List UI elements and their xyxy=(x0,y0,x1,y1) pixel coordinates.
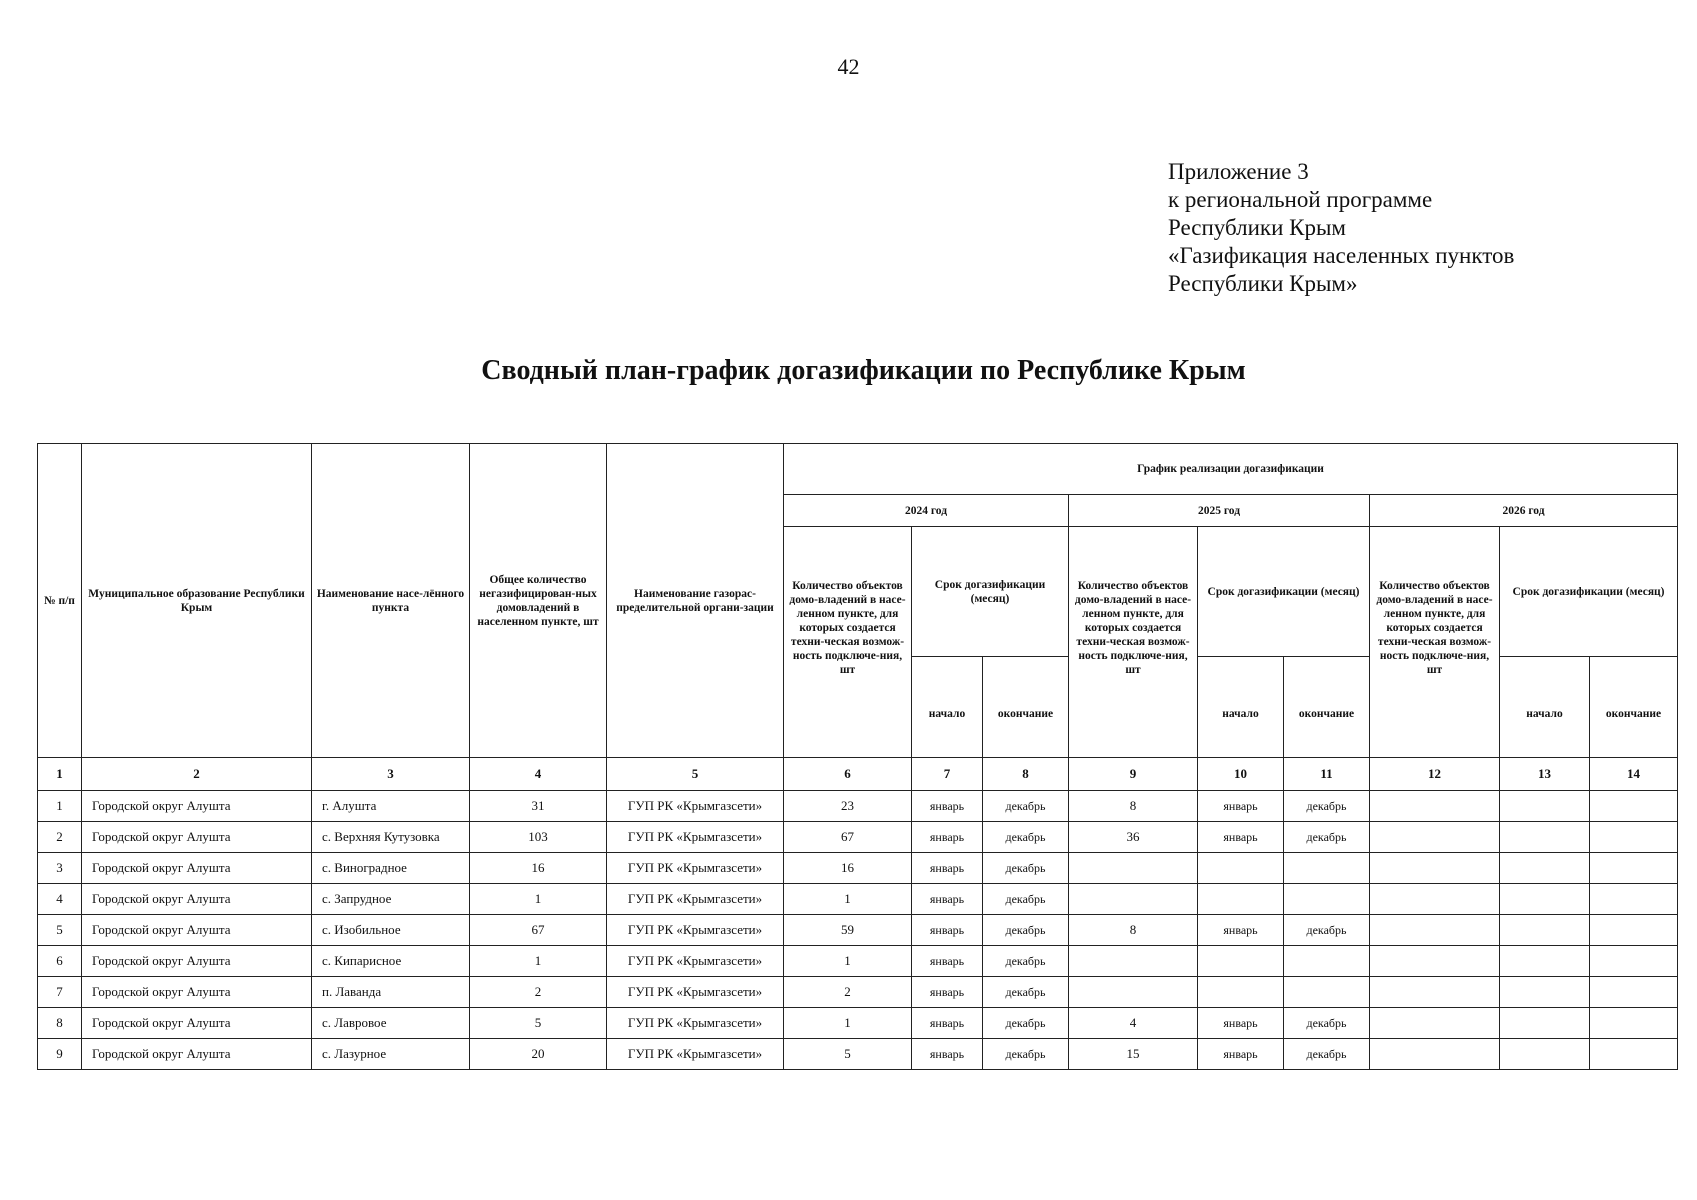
objects-2026-cell xyxy=(1370,977,1500,1008)
start-2024-cell: январь xyxy=(912,791,983,822)
table-row xyxy=(38,946,1678,977)
settlement-cell: с. Изобильное xyxy=(312,915,470,946)
end-2025-cell: декабрь xyxy=(1284,1039,1370,1070)
end-2026-cell xyxy=(1590,884,1678,915)
start-2024-cell: январь xyxy=(912,977,983,1008)
end-2026-cell xyxy=(1590,791,1678,822)
column-number-cell: 7 xyxy=(912,758,983,791)
start-2025-cell: январь xyxy=(1198,1039,1284,1070)
end-2026-cell xyxy=(1590,1008,1678,1039)
gdo-cell: ГУП РК «Крымгазсети» xyxy=(607,1008,784,1039)
total-households-cell: 31 xyxy=(470,791,607,822)
header-term-2026: Срок догазификации (месяц) xyxy=(1500,527,1678,657)
header-year-2024: 2024 год xyxy=(784,495,1069,527)
end-2025-cell xyxy=(1284,884,1370,915)
end-2024-cell: декабрь xyxy=(983,853,1069,884)
start-2026-cell xyxy=(1500,822,1590,853)
gdo-cell: ГУП РК «Крымгазсети» xyxy=(607,853,784,884)
column-number-cell: 1 xyxy=(38,758,82,791)
settlement-cell: п. Лаванда xyxy=(312,977,470,1008)
appendix-line: «Газификация населенных пунктов xyxy=(1168,243,1515,268)
total-households-cell: 67 xyxy=(470,915,607,946)
start-2024-cell: январь xyxy=(912,822,983,853)
column-number-cell: 11 xyxy=(1284,758,1370,791)
table-row xyxy=(38,822,1678,853)
column-number-cell: 13 xyxy=(1500,758,1590,791)
municipality-cell: Городской округ Алушта xyxy=(82,915,312,946)
municipality-cell: Городской округ Алушта xyxy=(82,822,312,853)
row-num: 1 xyxy=(38,791,82,822)
column-number-cell: 12 xyxy=(1370,758,1500,791)
objects-2024-cell: 1 xyxy=(784,884,912,915)
header-start-2024: начало xyxy=(912,657,983,758)
settlement-cell: с. Запрудное xyxy=(312,884,470,915)
start-2025-cell: январь xyxy=(1198,1008,1284,1039)
end-2024-cell: декабрь xyxy=(983,977,1069,1008)
objects-2026-cell xyxy=(1370,915,1500,946)
start-2024-cell: январь xyxy=(912,1039,983,1070)
appendix-line: Республики Крым» xyxy=(1168,271,1358,296)
settlement-cell: с. Верхняя Кутузовка xyxy=(312,822,470,853)
settlement-cell: с. Лавровое xyxy=(312,1008,470,1039)
end-2025-cell: декабрь xyxy=(1284,915,1370,946)
table-body xyxy=(38,791,1678,1070)
end-2026-cell xyxy=(1590,1039,1678,1070)
header-objects-count-2024: Количество объектов домо-владений в насе-ленном пункте, для которых создается техни-ческая возмож-ность подключе-ния, шт xyxy=(784,527,912,758)
start-2026-cell xyxy=(1500,1039,1590,1070)
municipality-cell: Городской округ Алушта xyxy=(82,1039,312,1070)
total-households-cell: 103 xyxy=(470,822,607,853)
header-objects-count-2026: Количество объектов домо-владений в насе-ленном пункте, для которых создается техни-ческая возмож-ность подключе-ния, шт xyxy=(1370,527,1500,758)
start-2025-cell: январь xyxy=(1198,791,1284,822)
header-end-2026: окончание xyxy=(1590,657,1678,758)
start-2025-cell xyxy=(1198,946,1284,977)
start-2024-cell: январь xyxy=(912,946,983,977)
document-title: Сводный план-график догазификации по Республике Крым xyxy=(481,355,1246,386)
end-2025-cell: декабрь xyxy=(1284,822,1370,853)
gdo-cell: ГУП РК «Крымгазсети» xyxy=(607,822,784,853)
start-2026-cell xyxy=(1500,791,1590,822)
start-2025-cell xyxy=(1198,853,1284,884)
gdo-cell: ГУП РК «Крымгазсети» xyxy=(607,1039,784,1070)
start-2026-cell xyxy=(1500,977,1590,1008)
table-row xyxy=(38,1008,1678,1039)
objects-2025-cell xyxy=(1069,853,1198,884)
header-num: № п/п xyxy=(38,444,82,758)
row-num: 7 xyxy=(38,977,82,1008)
column-number-cell: 3 xyxy=(312,758,470,791)
end-2025-cell xyxy=(1284,853,1370,884)
end-2026-cell xyxy=(1590,946,1678,977)
end-2025-cell xyxy=(1284,977,1370,1008)
table-row xyxy=(38,884,1678,915)
start-2026-cell xyxy=(1500,853,1590,884)
gdo-cell: ГУП РК «Крымгазсети» xyxy=(607,915,784,946)
objects-2024-cell: 16 xyxy=(784,853,912,884)
total-households-cell: 1 xyxy=(470,946,607,977)
objects-2025-cell: 36 xyxy=(1069,822,1198,853)
gasification-schedule-table xyxy=(37,443,1678,1070)
start-2024-cell: январь xyxy=(912,915,983,946)
row-num: 5 xyxy=(38,915,82,946)
total-households-cell: 16 xyxy=(470,853,607,884)
objects-2024-cell: 67 xyxy=(784,822,912,853)
municipality-cell: Городской округ Алушта xyxy=(82,791,312,822)
start-2026-cell xyxy=(1500,946,1590,977)
column-number-cell: 4 xyxy=(470,758,607,791)
start-2026-cell xyxy=(1500,915,1590,946)
row-num: 3 xyxy=(38,853,82,884)
gdo-cell: ГУП РК «Крымгазсети» xyxy=(607,946,784,977)
start-2025-cell xyxy=(1198,884,1284,915)
municipality-cell: Городской округ Алушта xyxy=(82,884,312,915)
column-number-cell: 6 xyxy=(784,758,912,791)
objects-2025-cell: 8 xyxy=(1069,791,1198,822)
table-row xyxy=(38,791,1678,822)
total-households-cell: 20 xyxy=(470,1039,607,1070)
objects-2024-cell: 1 xyxy=(784,946,912,977)
end-2024-cell: декабрь xyxy=(983,946,1069,977)
end-2024-cell: декабрь xyxy=(983,884,1069,915)
header-year-2026: 2026 год xyxy=(1370,495,1678,527)
municipality-cell: Городской округ Алушта xyxy=(82,946,312,977)
end-2024-cell: декабрь xyxy=(983,1039,1069,1070)
objects-2025-cell: 15 xyxy=(1069,1039,1198,1070)
objects-2024-cell: 59 xyxy=(784,915,912,946)
total-households-cell: 5 xyxy=(470,1008,607,1039)
settlement-cell: с. Виноградное xyxy=(312,853,470,884)
column-number-row xyxy=(38,758,1678,791)
settlement-cell: с. Лазурное xyxy=(312,1039,470,1070)
end-2026-cell xyxy=(1590,915,1678,946)
row-num: 6 xyxy=(38,946,82,977)
header-start-2026: начало xyxy=(1500,657,1590,758)
objects-2024-cell: 23 xyxy=(784,791,912,822)
end-2026-cell xyxy=(1590,853,1678,884)
header-year-2025: 2025 год xyxy=(1069,495,1370,527)
column-number-cell: 5 xyxy=(607,758,784,791)
table-row xyxy=(38,915,1678,946)
column-number-cell: 8 xyxy=(983,758,1069,791)
municipality-cell: Городской округ Алушта xyxy=(82,1008,312,1039)
header-term-2024: Срок догазификации (месяц) xyxy=(912,527,1069,657)
column-number-cell: 2 xyxy=(82,758,312,791)
objects-2026-cell xyxy=(1370,1039,1500,1070)
end-2024-cell: декабрь xyxy=(983,915,1069,946)
appendix-line: к региональной программе xyxy=(1168,187,1433,212)
settlement-cell: с. Кипарисное xyxy=(312,946,470,977)
row-num: 4 xyxy=(38,884,82,915)
start-2026-cell xyxy=(1500,1008,1590,1039)
end-2025-cell: декабрь xyxy=(1284,1008,1370,1039)
header-municipality: Муниципальное образование Республики Крым xyxy=(82,444,312,758)
row-num: 8 xyxy=(38,1008,82,1039)
gdo-cell: ГУП РК «Крымгазсети» xyxy=(607,884,784,915)
objects-2025-cell: 4 xyxy=(1069,1008,1198,1039)
total-households-cell: 2 xyxy=(470,977,607,1008)
end-2024-cell: декабрь xyxy=(983,791,1069,822)
municipality-cell: Городской округ Алушта xyxy=(82,977,312,1008)
start-2025-cell: январь xyxy=(1198,915,1284,946)
municipality-cell: Городской округ Алушта xyxy=(82,853,312,884)
objects-2024-cell: 5 xyxy=(784,1039,912,1070)
appendix-line: Приложение 3 xyxy=(1168,159,1309,184)
objects-2026-cell xyxy=(1370,1008,1500,1039)
column-number-cell: 14 xyxy=(1590,758,1678,791)
start-2024-cell: январь xyxy=(912,884,983,915)
gdo-cell: ГУП РК «Крымгазсети» xyxy=(607,791,784,822)
objects-2025-cell: 8 xyxy=(1069,915,1198,946)
end-2026-cell xyxy=(1590,822,1678,853)
start-2026-cell xyxy=(1500,884,1590,915)
header-schedule: График реализации догазификации xyxy=(784,444,1678,495)
end-2025-cell: декабрь xyxy=(1284,791,1370,822)
header-gdo: Наименование газорас-пределительной органи-зации xyxy=(607,444,784,758)
objects-2026-cell xyxy=(1370,946,1500,977)
settlement-cell: г. Алушта xyxy=(312,791,470,822)
objects-2026-cell xyxy=(1370,853,1500,884)
appendix-note xyxy=(1168,158,1514,298)
row-num: 9 xyxy=(38,1039,82,1070)
gdo-cell: ГУП РК «Крымгазсети» xyxy=(607,977,784,1008)
column-number-cell: 9 xyxy=(1069,758,1198,791)
table-row xyxy=(38,977,1678,1008)
objects-2026-cell xyxy=(1370,822,1500,853)
header-end-2024: окончание xyxy=(983,657,1069,758)
page-number: 42 xyxy=(837,54,860,79)
start-2024-cell: январь xyxy=(912,853,983,884)
objects-2025-cell xyxy=(1069,946,1198,977)
column-number-cell: 10 xyxy=(1198,758,1284,791)
end-2024-cell: декабрь xyxy=(983,822,1069,853)
objects-2026-cell xyxy=(1370,791,1500,822)
objects-2025-cell xyxy=(1069,977,1198,1008)
start-2025-cell: январь xyxy=(1198,822,1284,853)
table-row xyxy=(38,1039,1678,1070)
header-end-2025: окончание xyxy=(1284,657,1370,758)
objects-2026-cell xyxy=(1370,884,1500,915)
end-2024-cell: декабрь xyxy=(983,1008,1069,1039)
end-2025-cell xyxy=(1284,946,1370,977)
objects-2025-cell xyxy=(1069,884,1198,915)
header-term-2025: Срок догазификации (месяц) xyxy=(1198,527,1370,657)
end-2026-cell xyxy=(1590,977,1678,1008)
objects-2024-cell: 2 xyxy=(784,977,912,1008)
total-households-cell: 1 xyxy=(470,884,607,915)
header-total-households: Общее количество негазифицирован-ных домовладений в населенном пункте, шт xyxy=(470,444,607,758)
start-2025-cell xyxy=(1198,977,1284,1008)
header-objects-count-2025: Количество объектов домо-владений в насе-ленном пункте, для которых создается техни-ческая возмож-ность подключе-ния, шт xyxy=(1069,527,1198,758)
appendix-line: Республики Крым xyxy=(1168,215,1346,240)
table-row xyxy=(38,853,1678,884)
row-num: 2 xyxy=(38,822,82,853)
objects-2024-cell: 1 xyxy=(784,1008,912,1039)
start-2024-cell: январь xyxy=(912,1008,983,1039)
header-start-2025: начало xyxy=(1198,657,1284,758)
header-settlement: Наименование насе-лённого пункта xyxy=(312,444,470,758)
